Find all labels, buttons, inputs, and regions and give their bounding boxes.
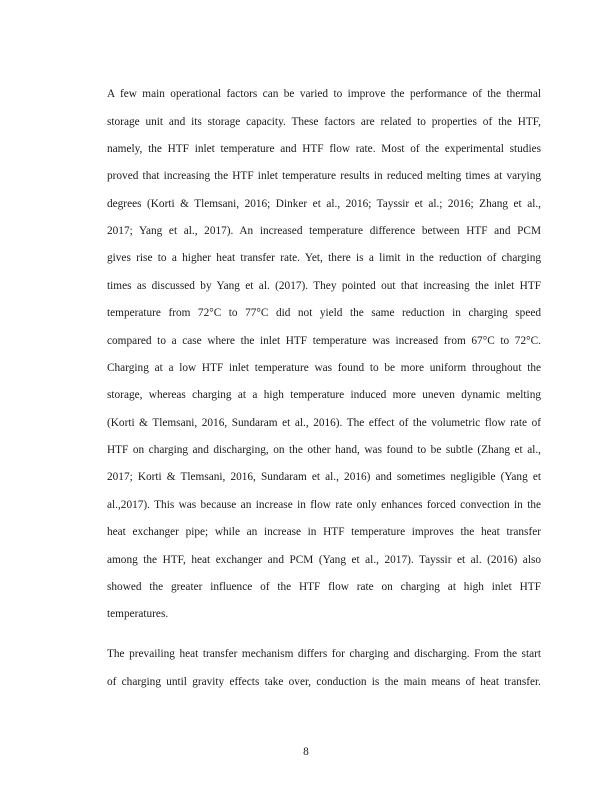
text-line: times as discussed by Yang et al. (2017). They pointed out that increasing the inlet HTF — [107, 280, 541, 292]
text-line: HTF on charging and discharging, on the other hand, was found to be subtle (Zhang et al., — [107, 444, 541, 456]
text-line: temperature from 72°C to 77°C did not yield the same reduction in charging speed — [107, 307, 541, 319]
text-line: namely, the HTF inlet temperature and HTF flow rate. Most of the experimental studies — [107, 143, 541, 155]
page-number: 8 — [303, 746, 309, 758]
text-line: heat exchanger pipe; while an increase in HTF temperature improves the heat transfer — [107, 526, 541, 538]
text-line: proved that increasing the HTF inlet temperature results in reduced melting times at varying — [107, 170, 541, 182]
text-line: showed the greater influence of the HTF flow rate on charging at high inlet HTF — [107, 581, 541, 593]
text-line: of charging until gravity effects take over, conduction is the main means of heat transfer. — [107, 676, 541, 688]
text-line: temperatures. — [107, 608, 169, 620]
text-line: A few main operational factors can be varied to improve the performance of the thermal — [107, 88, 541, 100]
text-line: compared to a case where the inlet HTF temperature was increased from 67°C to 72°C. — [107, 335, 541, 347]
text-line: degrees (Korti & Tlemsani, 2016; Dinker et al., 2016; Tayssir et al.; 2016; Zhang et al., — [107, 198, 541, 210]
text-line: The prevailing heat transfer mechanism differs for charging and discharging. From the start — [107, 648, 541, 660]
text-line: al.,2017). This was because an increase in flow rate only enhances forced convection in the — [107, 499, 541, 511]
text-line: among the HTF, heat exchanger and PCM (Yang et al., 2017). Tayssir et al. (2016) also — [107, 554, 541, 566]
text-line: gives rise to a higher heat transfer rate. Yet, there is a limit in the reduction of charging — [107, 252, 541, 264]
text-line: Charging at a low HTF inlet temperature was found to be more uniform throughout the — [107, 362, 541, 374]
text-line: storage unit and its storage capacity. These factors are related to properties of the HTF, — [107, 116, 541, 128]
text-line: storage, whereas charging at a high temperature induced more uneven dynamic melting — [107, 389, 541, 401]
text-line: 2017; Yang et al., 2017). An increased temperature difference between HTF and PCM — [107, 225, 541, 237]
text-line: 2017; Korti & Tlemsani, 2016, Sundaram et al., 2016) and sometimes negligible (Yang et — [107, 471, 541, 483]
text-line: (Korti & Tlemsani, 2016, Sundaram et al., 2016). The effect of the volumetric flow rate of — [107, 417, 541, 429]
